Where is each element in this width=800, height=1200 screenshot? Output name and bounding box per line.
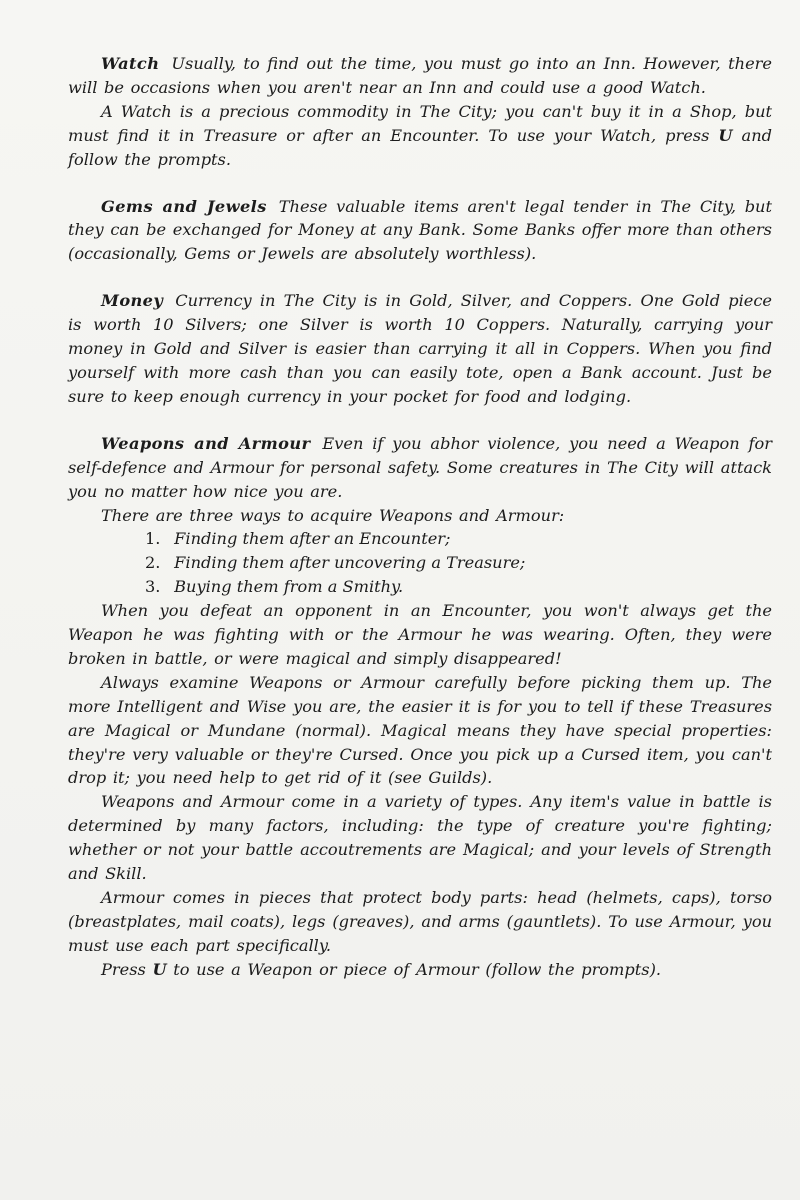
- list-item-text: Finding them after an Encounter;: [174, 529, 451, 549]
- weapons-paragraph-6: Armour comes in pieces that protect body parts: head (helmets, caps), torso (breastplates, mail coats), legs (greaves), and arms (gauntlets). To use Armour, you must use each part specifically.: [68, 888, 772, 955]
- weapons-paragraph-5: Weapons and Armour come in a variety of types. Any item's value in battle is determined by many factors, including: the type of creature you're fighting; whether or not your battle accoutrements are Magical; and your levels of Strength and Skill.: [68, 792, 772, 884]
- weapons-heading: Weapons and Armour: [101, 433, 311, 453]
- list-item-number: 2.: [145, 553, 161, 573]
- gems-text-1: These valuable items aren't legal tender in The City, but they can be exchanged for Money at any Bank. Some Banks offer more than others (occasionally, Gems or Jewels are absolutely worthless).: [68, 196, 772, 264]
- money-text-1: Currency in The City is in Gold, Silver, and Coppers. One Gold piece is worth 10 Silvers; one Silver is worth 10 Coppers. Naturally, carrying your money in Gold and Silver is easier than carrying it all in Coppers. When you find yourself with more cash than you can easily tote, open a Bank account. Just be sure to keep enough currency in your pocket for food and lodging.: [68, 291, 772, 406]
- section-money: [68, 289, 772, 409]
- section-weapons: [68, 432, 772, 982]
- acquire-list: [68, 527, 772, 599]
- money-paragraph-1: [68, 289, 772, 409]
- list-item-text: Finding them after uncovering a Treasure;: [174, 553, 526, 573]
- list-item: [145, 575, 772, 599]
- list-item: [145, 527, 772, 551]
- list-item-number: 1.: [145, 529, 161, 549]
- watch-text-1: Usually, to find out the time, you must go into an Inn. However, there will be occasions when you aren't near an Inn and could use a good Watch.: [68, 54, 772, 97]
- section-gems: [68, 195, 772, 267]
- weapons-paragraph-1: [68, 432, 772, 504]
- money-heading: Money: [101, 291, 164, 311]
- watch-paragraph-2: [68, 100, 772, 172]
- weapons-text-7-start: Press: [101, 959, 146, 979]
- watch-text-2-end: and follow the prompts.: [68, 125, 772, 169]
- section-watch: [68, 52, 772, 172]
- gems-heading: Gems and Jewels: [101, 196, 267, 216]
- weapons-paragraph-7: [68, 958, 772, 982]
- weapons-paragraph-3: When you defeat an opponent in an Encounter, you won't always get the Weapon he was fighting with or the Armour he was wearing. Often, they were broken in battle, or were magical and simply disappeared!: [68, 601, 772, 668]
- watch-paragraph-1: [68, 52, 772, 100]
- watch-text-2: A Watch is a precious commodity in The City; you can't buy it in a Shop, but must find it in Treasure or after an Encounter. To use your Watch, press: [68, 101, 772, 145]
- watch-heading: Watch: [101, 54, 160, 73]
- list-item-number: 3.: [145, 577, 161, 597]
- weapons-text-7-end: to use a Weapon or piece of Armour (follow the prompts).: [173, 959, 662, 979]
- list-item-text: Buying them from a Smithy.: [174, 577, 404, 597]
- weapons-paragraph-4: Always examine Weapons or Armour carefully before picking them up. The more Intelligent and Wise you are, the easier it is for you to tell if these Treasures are Magical or Mundane (normal). Magical means they have special properties: they're very valuable or they're Cursed. Once you pick up a Cursed item, you can't drop it; you need help to get rid of it (see Guilds).: [68, 672, 772, 788]
- watch-key: U: [718, 125, 733, 145]
- weapons-text-1: Even if you abhor violence, you need a Weapon for self-defence and Armour for personal safety. Some creatures in The City will attack you no matter how nice you are.: [68, 433, 772, 501]
- weapons-paragraph-2: There are three ways to acquire Weapons and Armour:: [101, 505, 565, 525]
- weapons-key: U: [152, 959, 167, 979]
- list-item: [145, 551, 772, 575]
- gems-paragraph-1: [68, 195, 772, 267]
